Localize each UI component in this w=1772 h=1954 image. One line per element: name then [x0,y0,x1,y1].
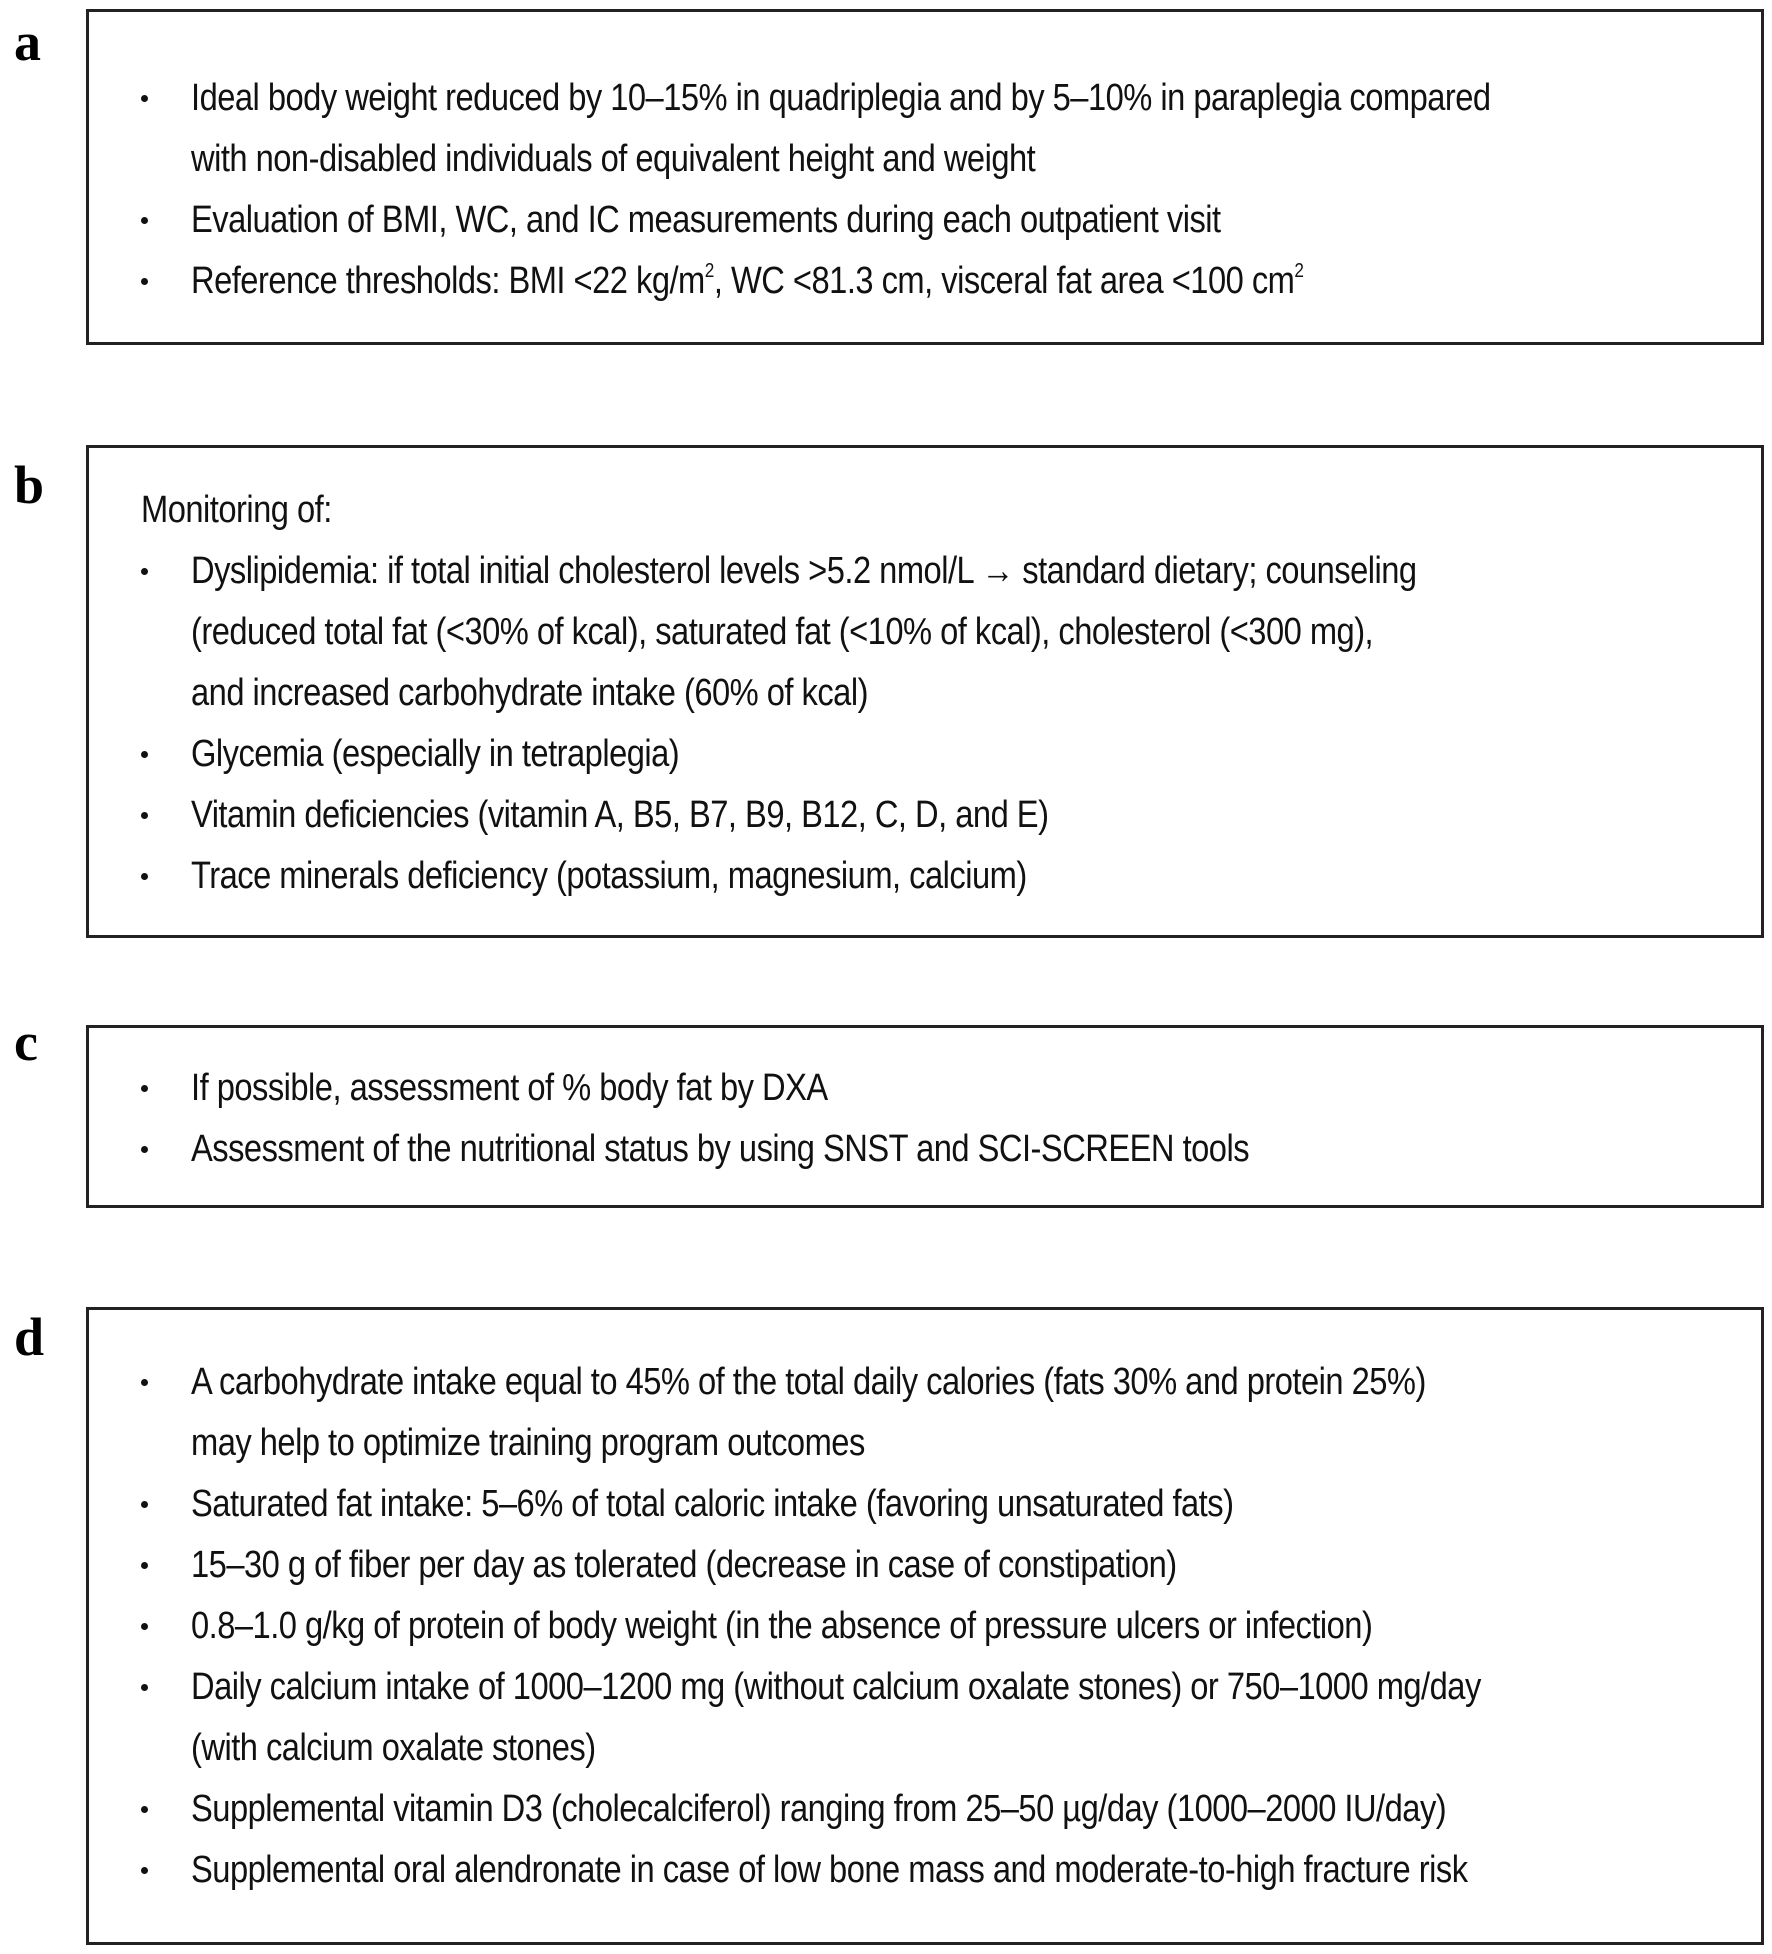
item-text-line [191,251,1507,312]
bullet-icon [141,1352,153,1413]
bullet-icon [141,1474,153,1535]
item-text-line: (with calcium oxalate stones) [191,1727,596,1769]
panel-a-label: a [14,12,41,72]
superscript: 2 [704,260,714,282]
panel-b-content [141,480,1721,907]
item-text-line: Assessment of the nutritional status by using SNST and SCI-SCREEN tools [191,1128,1250,1170]
list-item [141,846,1721,907]
list-item [141,1474,1721,1535]
list-item [141,1352,1721,1474]
list-item [141,724,1721,785]
panel-c-label: c [14,1012,38,1072]
bullet-icon [141,1596,153,1657]
panel-a-list [141,68,1721,312]
item-text-line: A carbohydrate intake equal to 45% of the total daily calories (fats 30% and protein 25%) [191,1361,1426,1403]
bullet-icon [141,190,153,251]
item-text-line: Vitamin deficiencies (vitamin A, B5, B7, B9, B12, C, D, and E) [191,794,1049,836]
item-text-line: Supplemental vitamin D3 (cholecalciferol) ranging from 25–50 µg/day (1000–2000 IU/day) [191,1788,1447,1830]
item-text-line: Saturated fat intake: 5–6% of total caloric intake (favoring unsaturated fats) [191,1483,1234,1525]
panel-c-box [86,1025,1764,1208]
bullet-icon [141,541,153,602]
list-item [141,1840,1721,1901]
bullet-icon [141,251,153,312]
list-item [141,1657,1721,1779]
panel-c-list [141,1058,1721,1180]
list-item [141,1058,1721,1119]
panel-d-box [86,1307,1764,1945]
bullet-icon [141,1058,153,1119]
panel-a-box [86,9,1764,345]
item-text-line: Trace minerals deficiency (potassium, magnesium, calcium) [191,855,1027,897]
bullet-icon [141,724,153,785]
bullet-icon [141,1840,153,1901]
item-text-line: Evaluation of BMI, WC, and IC measurements during each outpatient visit [191,199,1221,241]
item-text-line: may help to optimize training program outcomes [191,1422,865,1464]
panel-d-label: d [14,1307,45,1367]
bullet-icon [141,68,153,129]
list-item [141,1596,1721,1657]
item-text-line: If possible, assessment of % body fat by DXA [191,1067,828,1109]
item-text-line: Dyslipidemia: if total initial cholesterol levels >5.2 nmol/L → standard dietary; counseling [191,550,1417,592]
text-segment: Reference thresholds: BMI <22 kg/m [191,260,705,302]
list-item [141,1535,1721,1596]
bullet-icon [141,1779,153,1840]
bullet-icon [141,846,153,907]
item-text-line: 0.8–1.0 g/kg of protein of body weight (in the absence of pressure ulcers or infection) [191,1605,1373,1647]
list-item [141,190,1721,251]
list-item [141,541,1721,724]
item-text-line: Glycemia (especially in tetraplegia) [191,733,680,775]
superscript: 2 [1294,260,1304,282]
panel-b-list [141,541,1721,907]
panel-d-content [141,1352,1721,1901]
bullet-icon [141,785,153,846]
panel-b-intro: Monitoring of: [141,489,332,531]
bullet-icon [141,1657,153,1718]
list-item [141,1779,1721,1840]
item-text-line: and increased carbohydrate intake (60% of kcal) [191,672,868,714]
item-text-line: Supplemental oral alendronate in case of low bone mass and moderate-to-high fracture risk [191,1849,1468,1891]
item-text-line: with non-disabled individuals of equivalent height and weight [191,138,1036,180]
panel-b-box [86,445,1764,938]
list-item [141,1119,1721,1180]
list-item [141,251,1721,312]
item-text-line: 15–30 g of fiber per day as tolerated (decrease in case of constipation) [191,1544,1177,1586]
panel-a-content [141,68,1721,312]
list-item [141,785,1721,846]
item-text-line: Ideal body weight reduced by 10–15% in quadriplegia and by 5–10% in paraplegia compared [191,77,1491,119]
text-segment: , WC <81.3 cm, visceral fat area <100 cm [713,260,1295,302]
panel-c-content [141,1058,1721,1180]
panel-b-label: b [14,455,45,515]
item-text-line: Daily calcium intake of 1000–1200 mg (without calcium oxalate stones) or 750–1000 mg/day [191,1666,1481,1708]
list-item [141,68,1721,190]
item-text-line: (reduced total fat (<30% of kcal), saturated fat (<10% of kcal), cholesterol (<300 mg), [191,611,1374,653]
bullet-icon [141,1535,153,1596]
bullet-icon [141,1119,153,1180]
panel-d-list [141,1352,1721,1901]
